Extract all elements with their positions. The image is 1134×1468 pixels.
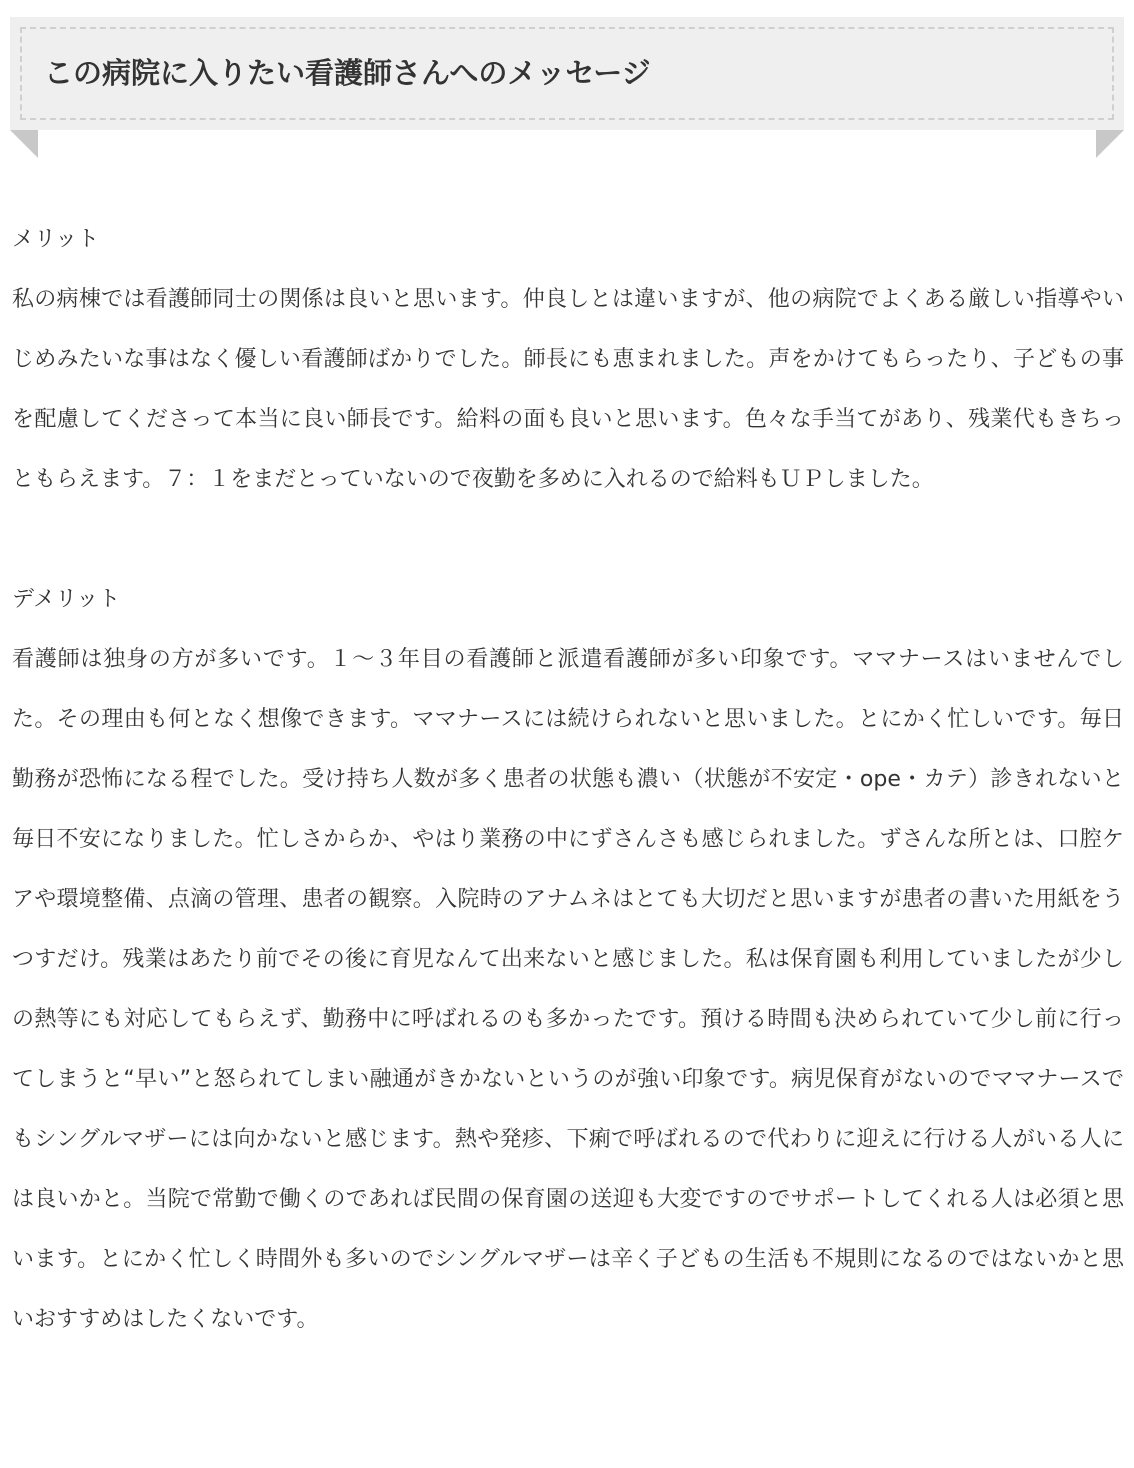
ribbon-fold-left: [10, 130, 38, 158]
demerit-label: デメリット: [12, 587, 121, 612]
heading-ribbon: [10, 17, 1124, 130]
page-title: この病院に入りたい看護師さんへのメッセージ: [44, 56, 651, 90]
ribbon-fold-right: [1096, 130, 1124, 158]
merit-text: 私の病棟では看護師同士の関係は良いと思います。仲良しとは違いますが、他の病院でよくある厳しい指導やいじめみたいな事はなく優しい看護師ばかりでした。師長にも恵まれました。声をかけてもらったり、子どもの事を配慮してくださって本当に良い師長です。給料の面も良いと思います。色々な手当てがあり、残業代もきちっともらえます。７：１をまだとっていないので夜勤を多めに入れるので給料もＵＰしました。: [12, 287, 1124, 492]
article-body: [12, 210, 1124, 1350]
merit-label: メリット: [12, 227, 100, 252]
section-spacer: [12, 510, 1124, 570]
demerit-text: 看護師は独身の方が多いです。１〜３年目の看護師と派遣看護師が多い印象です。ママナースはいませんでした。その理由も何となく想像できます。ママナースには続けられないと思いました。とにかく忙しいです。毎日勤務が恐怖になる程でした。受け持ち人数が多く患者の状態も濃い（状態が不安定・ope・カテ）診きれないと毎日不安になりました。忙しさからか、やはり業務の中にずさんさも感じられました。ずさんな所とは、口腔ケアや環境整備、点滴の管理、患者の観察。入院時のアナムネはとても大切だと思いますが患者の書いた用紙をうつすだけ。残業はあたり前でその後に育児なんて出来ないと感じました。私は保育園も利用していましたが少しの熱等にも対応してもらえず、勤務中に呼ばれるのも多かったです。預ける時間も決められていて少し前に行ってしまうと“早い”と怒られてしまい融通がきかないというのが強い印象です。病児保育がないのでママナースでもシングルマザーには向かないと感じます。熱や発疹、下痢で呼ばれるので代わりに迎えに行ける人がいる人には良いかと。当院で常勤で働くのであれば民間の保育園の送迎も大変ですのでサポートしてくれる人は必須と思います。とにかく忙しく時間外も多いのでシングルマザーは辛く子どもの生活も不規則になるのではないかと思いおすすめはしたくないです。: [12, 647, 1125, 1332]
